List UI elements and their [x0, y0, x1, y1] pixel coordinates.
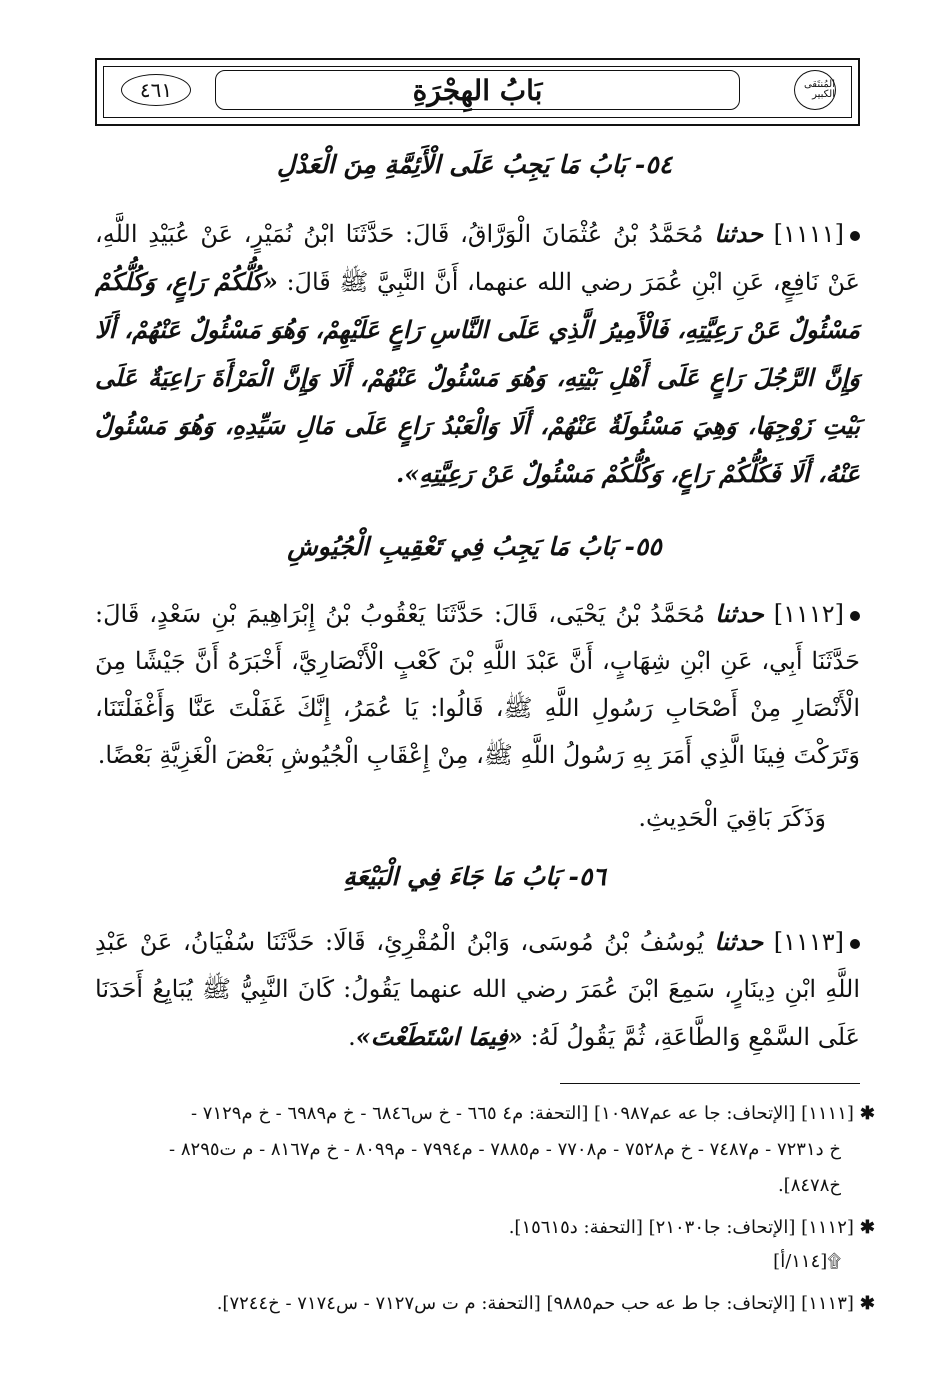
hadith-number: [١١١٣]: [773, 928, 844, 956]
bullet-icon: [850, 611, 860, 621]
page-number: [121, 74, 191, 106]
bullet-icon: [850, 939, 860, 949]
footnote-text: [١١١١] [الإتحاف: جا عه عم١٠٩٨٧] [التحفة: م٤ ٦٦٥ - خ س٦٨٤٦ - خ م٦٩٨٩ - خ م٧١٢٩ -: [190, 1103, 854, 1124]
running-title-text: بَابُ الهِجْرَةِ: [412, 73, 543, 107]
hadith-number: [١١١٢]: [773, 600, 844, 628]
folio-text: [١١٤/أ]: [773, 1251, 828, 1272]
hadith-opening: حدثنا: [714, 219, 763, 248]
hadith-matn: «كُلُّكُمْ رَاعٍ، وَكُلُّكُمْ مَسْئُولٌ عَنْ رَعِيَّتِهِ، فَالْأَمِيرُ الَّذِي عَلَى النَّاسِ رَاعٍ عَلَيْهِمْ، وَهُوَ مَسْئُولٌ عَنْهُمْ، أَلَا وَإِنَّ الرَّجُلَ رَاعٍ عَلَى أَهْلِ بَيْتِهِ، وَهُوَ مَسْئُولٌ عَنْهُمْ، أَلَا وَإِنَّ الْمَرْأَةَ رَاعِيَةٌ عَلَى بَيْتِ زَوْجِهَا، وَهِيَ مَسْئُولَةٌ عَنْهُمْ، أَلَا وَالْعَبْدُ رَاعٍ عَلَى مَالِ سَيِّدِهِ، وَهُوَ مَسْئُولٌ عَنْهُ، أَلَا فَكُلُّكُمْ رَاعٍ، وَكُلُّكُمْ مَسْئُولٌ عَنْ رَعِيَّتِهِ».: [95, 267, 860, 488]
footnote-1113: [95, 1288, 875, 1320]
footnote-1112: [95, 1212, 875, 1244]
footnote-1111-line-2: خ د٧٢٣١ - م٧٤٨٧ - خ م٧٥٢٨ - م٧٧٠٨ - م٧٨٨٥ - م٧٩٩٤ - م٨٠٩٩ - خ م٨١٦٧ - م ت٨٢٩٥ -: [169, 1139, 841, 1160]
seal-text: المُنتَقى الكبير: [803, 79, 835, 100]
folio-marker: [95, 1246, 875, 1278]
page-number-ornament: [107, 70, 203, 108]
hadith-opening: حدثنا: [715, 599, 764, 628]
chapter-heading-56: ٥٦- بَابُ مَا جَاءَ فِي الْبَيْعَةِ: [343, 862, 606, 891]
footnote-1111-line-3: خ٨٤٧٨].: [777, 1175, 841, 1196]
book-seal-icon: [794, 70, 836, 110]
hadith-1111: [95, 210, 860, 498]
hadith-opening: حدثنا: [714, 927, 764, 956]
hadith-matn: «فِيمَا اسْتَطَعْتَ»: [355, 1022, 523, 1051]
asterisk-icon: ✱: [859, 1103, 875, 1124]
folio-icon: ۩: [827, 1251, 841, 1272]
seal-ornament: [752, 70, 848, 108]
footnote-text: [١١١٣] [الإتحاف: جا ط عه حب حم٩٨٨٥] [التحفة: م ت س٧١٢٧ - س٧١٧٤ - خ٧٢٤٤].: [216, 1293, 854, 1314]
hadith-isnad: يُوسُفُ بْنُ مُوسَى، وَابْنُ الْمُقْرِئِ، قَالَا: حَدَّثَنَا سُفْيَانُ، عَنْ عَبْدِ اللَّهِ ابْنِ دِينَارٍ، سَمِعَ ابْنَ عُمَرَ رضي الله عنهما يَقُولُ: كَانَ النَّبِيُّ ﷺ يُبَايِعُ أَحَدَنَا عَلَى السَّمْعِ وَالطَّاعَةِ، ثُمَّ يَقُولُ لَهُ:: [95, 928, 860, 1051]
hadith-1113: [95, 918, 860, 1061]
footnote-1111-line-1: [95, 1098, 875, 1130]
bullet-icon: [850, 231, 860, 241]
chapter-heading-55: ٥٥- بَابُ مَا يَجِبُ فِي تَعْقِيبِ الْجُيُوشِ: [287, 532, 662, 561]
hadith-tail: .: [348, 1023, 356, 1051]
hadith-isnad: مُحَمَّدُ بْنُ عُثْمَانَ الْوَرَّاقُ، قَالَ: حَدَّثَنَا ابْنُ نُمَيْرٍ، عَنْ عُبَيْدِ اللَّهِ، عَنْ نَافِعٍ، عَنِ ابْنِ عُمَرَ رضي الله عنهما، أَنَّ النَّبِيَّ ﷺ قَالَ:: [95, 220, 860, 296]
hadith-number: [١١١١]: [773, 220, 844, 248]
footnote-rule: [560, 1083, 860, 1084]
page-header: [95, 58, 860, 126]
chapter-heading-54: ٥٤- بَابُ مَا يَجِبُ عَلَى الْأَئِمَّةِ مِنَ الْعَدْلِ: [276, 150, 673, 179]
hadith-text: مُحَمَّدُ بْنُ يَحْيَى، قَالَ: حَدَّثَنَا يَعْقُوبُ بْنُ إِبْرَاهِيمَ بْنِ سَعْدٍ، قَالَ: حَدَّثَنَا أَبِي، عَنِ ابْنِ شِهَابٍ، أَنَّ عَبْدَ اللَّهِ بْنَ كَعْبٍ الْأَنْصَارِيَّ، أَخْبَرَهُ أَنَّ جَيْشًا مِنَ الْأَنْصَارِ مِنْ أَصْحَابِ رَسُولِ اللَّهِ ﷺ، قَالُوا: يَا عُمَرُ، إِنَّكَ غَفَلْتَ عَنَّا وَأَغْفَلْتَنَا، وَتَرَكْتَ فِينَا الَّذِي أَمَرَ بِهِ رَسُولُ اللَّهِ ﷺ، مِنْ إِعْقَابِ الْجُيُوشِ بَعْضَ الْغَزِيَّةِ بَعْضًا.: [95, 600, 860, 769]
asterisk-icon: ✱: [859, 1293, 875, 1314]
hadith-1112: [95, 590, 860, 779]
footnote-text: [١١١٢] [الإتحاف: جا٢١٠٣٠] [التحفة: د١٥٦١٥].: [508, 1217, 854, 1238]
hadith-1112-remainder: وَذَكَرَ بَاقِيَ الْحَدِيثِ.: [638, 804, 826, 832]
asterisk-icon: ✱: [859, 1217, 875, 1238]
running-title: [215, 70, 740, 110]
page-number-text: ٤٦١: [139, 78, 173, 102]
